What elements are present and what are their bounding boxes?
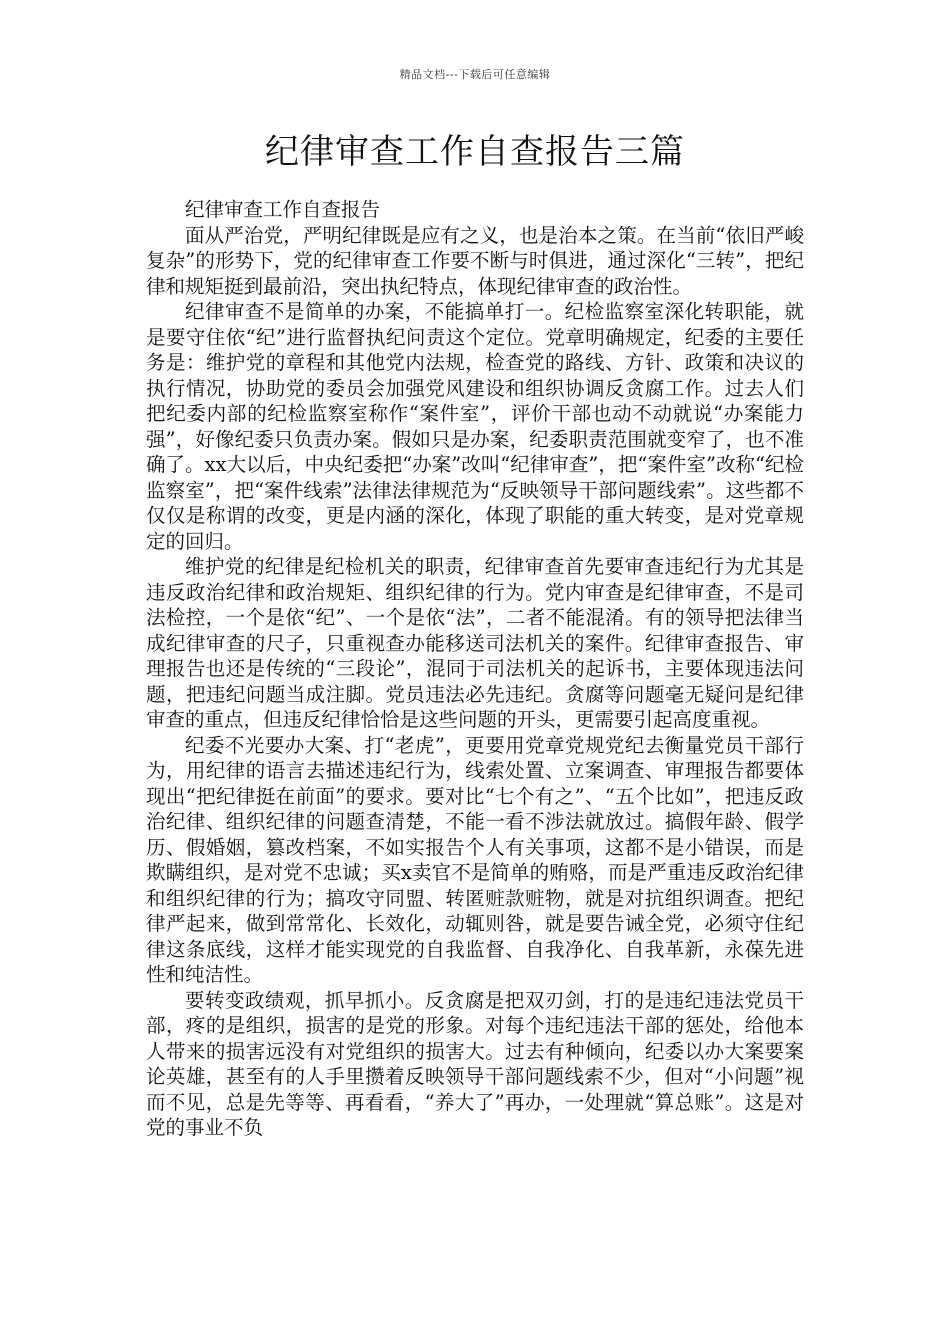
document-body <box>146 197 804 1141</box>
paragraph-2: 纪律审查不是简单的办案，不能搞单打一。纪检监察室深化转职能，就是要守住依“纪”进行监督执纪问责这个定位。党章明确规定，纪委的主要任务是：维护党的章程和其他党内法规，检查党的路线、方针、政策和决议的执行情况，协助党的委员会加强党风建设和组织协调反贪腐工作。过去人们把纪委内部的纪检监察室称作“案件室”，评价干部也动不动就说“办案能力强”，好像纪委只负责办案。假如只是办案，纪委职责范围就变窄了，也不准确了。xx大以后，中央纪委把“办案”改叫“纪律审查”，把“案件室”改称“纪检监察室”，把“案件线索”法律法律规范为“反映领导干部问题线索”。这些都不仅仅是称谓的改变，更是内涵的深化，体现了职能的重大转变，是对党章规定的回归。 <box>146 300 804 553</box>
document-title: 纪律审查工作自查报告三篇 <box>265 132 685 172</box>
paragraph-4: 纪委不光要办大案、打“老虎”，更要用党章党规党纪去衡量党员干部行为，用纪律的语言去描述违纪行为，线索处置、立案调查、审理报告都要体现出“把纪律挺在前面”的要求。要对比“七个有之”、“五个比如”，把违反政治纪律、组织纪律的问题查清楚，不能一看不涉法就放过。搞假年龄、假学历、假婚姻，篡改档案，不如实报告个人有关事项，这都不是小错误，而是欺瞒组织，是对党不忠诚；买x卖官不是简单的贿赂，而是严重违反政治纪律和组织纪律的行为；搞攻守同盟、转匿赃款赃物，就是对抗组织调查。把纪律严起来，做到常常化、长效化，动辄则咎，就是要告诫全党，必须守住纪律这条底线，这样才能实现党的自我监督、自我净化、自我革新，永葆先进性和纯洁性。 <box>146 733 804 986</box>
paragraph-1: 面从严治党，严明纪律既是应有之义，也是治本之策。在当前“依旧严峻复杂”的形势下，党的纪律审查工作要不断与时俱进，通过深化“三转”，把纪律和规矩挺到最前沿，突出执纪特点，体现纪律审查的政治性。 <box>146 223 804 298</box>
page-header-note: 精品文档---下载后可任意编辑 <box>399 68 551 81</box>
paragraph-3: 维护党的纪律是纪检机关的职责，纪律审查首先要审查违纪行为尤其是违反政治纪律和政治规矩、组织纪律的行为。党内审查是纪律审查，不是司法检控，一个是依“纪”、一个是依“法”，二者不能混淆。有的领导把法律当成纪律审查的尺子，只重视查办能移送司法机关的案件。纪律审查报告、审理报告也还是传统的“三段论”，混同于司法机关的起诉书，主要体现违法问题，把违纪问题当成注脚。党员违法必先违纪。贪腐等问题毫无疑问是纪律审查的重点，但违反纪律恰恰是这些问题的开头，更需要引起高度重视。 <box>146 555 804 731</box>
document-subtitle: 纪律审查工作自查报告 <box>185 198 381 221</box>
paragraph-5: 要转变政绩观，抓早抓小。反贪腐是把双刃剑，打的是违纪违法党员干部，疼的是组织，损害的是党的形象。对每个违纪违法干部的惩处，给他本人带来的损害远没有对党组织的损害大。过去有种倾向，纪委以办大案要案论英雄，甚至有的人手里攒着反映领导干部问题线索不少，但对“小问题”视而不见，总是先等等、再看看，“养大了”再办，一处理就“算总账”。这是对党的事业不负 <box>146 988 804 1139</box>
